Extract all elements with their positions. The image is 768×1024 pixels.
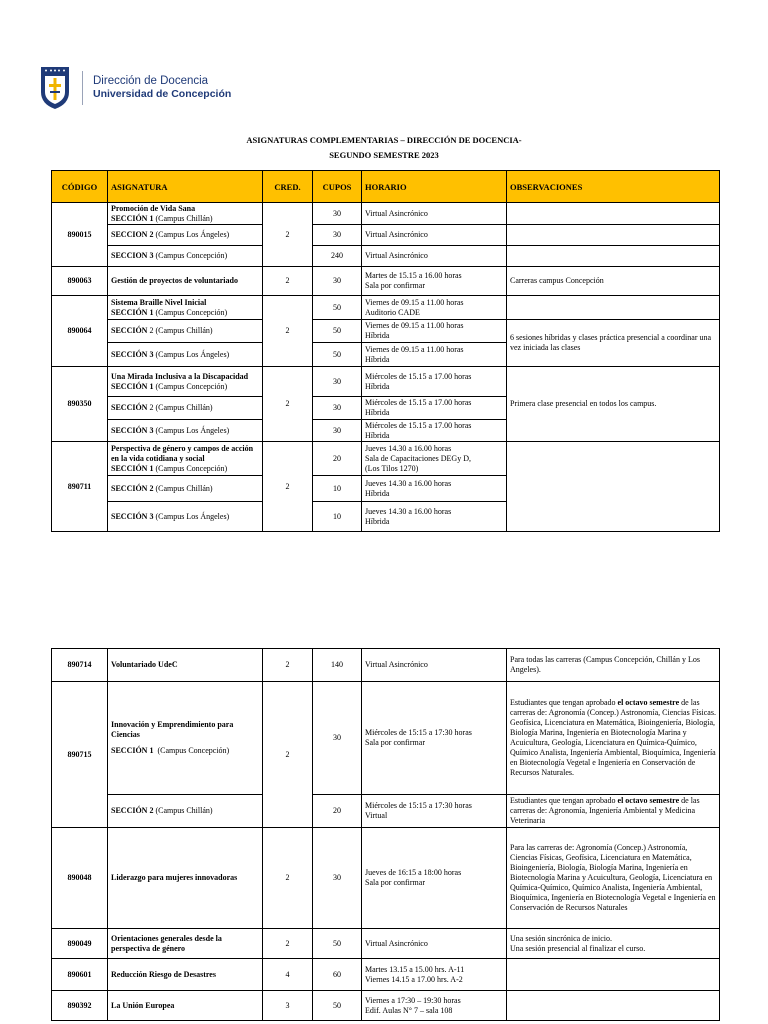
course-code: 890714 <box>52 649 108 682</box>
section-horario: Virtual Asincrónico <box>362 203 507 225</box>
table-row <box>52 929 720 959</box>
section-observaciones <box>507 959 720 991</box>
table-row <box>52 959 720 991</box>
section-cell <box>108 397 263 420</box>
course-name-cell <box>108 682 263 795</box>
horario-line: Edif. Aulas N° 7 – sala 108 <box>365 1005 453 1015</box>
course-name-cell <box>108 442 263 476</box>
section-horario: Virtual Asincrónico <box>362 649 507 682</box>
course-code: 890015 <box>52 203 108 267</box>
title-line-2: SEGUNDO SEMESTRE 2023 <box>329 150 439 160</box>
course-credits: 2 <box>263 203 313 267</box>
section-observaciones: Para todas las carreras (Campus Concepción, Chillán y Los Angeles). <box>507 649 720 682</box>
course-code: 890350 <box>52 367 108 442</box>
horario-line: Miércoles de 15:15 a 17:30 horas <box>365 801 472 810</box>
horario-line: Sala por confirmar <box>365 878 425 887</box>
obs-line: Una sesión sincrónica de inicio. <box>510 933 612 943</box>
course-code: 890601 <box>52 959 108 991</box>
section-horario <box>362 367 507 397</box>
horario-line: Miércoles de 15:15 a 17:30 horas <box>365 728 472 737</box>
obs-emphasis: el octavo semestre <box>617 796 680 805</box>
horario-line: Viernes de 09.15 a 11.00 horas <box>365 297 464 307</box>
section-cupos: 60 <box>313 959 362 991</box>
horario-line: Híbrida <box>365 408 390 417</box>
section-campus: (Campus Concepción) <box>155 381 228 391</box>
horario-line: Viernes 14.15 a 17.00 hrs. A-2 <box>365 974 463 984</box>
section-horario <box>362 959 507 991</box>
obs-text: de las carreras de: Agronomía, Ingeniería Ambiental y Medicina Veterinaria <box>510 796 700 825</box>
section-cell <box>108 420 263 442</box>
table-row <box>52 296 720 320</box>
horario-line: Virtual <box>365 811 388 820</box>
section-campus: (Campus Chillán) <box>155 213 213 223</box>
section-cupos: 20 <box>313 795 362 828</box>
section-label: SECCIÓN 3 <box>111 511 154 521</box>
section-cell <box>108 476 263 502</box>
horario-line: Miércoles de 15.15 a 17.00 horas <box>365 371 472 381</box>
course-credits: 2 <box>263 267 313 296</box>
courses-table-2 <box>51 648 720 1021</box>
horario-line: Sala de Capacitaciones DEGy D, <box>365 453 471 463</box>
course-name: Orientaciones generales desde la perspectiva de género <box>108 929 263 959</box>
course-code: 890715 <box>52 682 108 828</box>
section-label: SECCIÓN 1 <box>111 307 154 317</box>
table-row <box>52 203 720 225</box>
section-cell <box>108 225 263 246</box>
section-cupos: 10 <box>313 476 362 502</box>
section-horario <box>362 397 507 420</box>
section-campus: (Campus Los Ángeles) <box>155 425 230 435</box>
section-observaciones: Para las carreras de: Agronomía (Concep.) Astronomía, Ciencias Físicas, Geofísica, Licenciatura en Matemática, Bioingeniería, Biología, Biología Marina, Ingeniería en Biotecnología Marina y Acuicultura, Geología, Licenciatura en Química-Químico, Químico Analista, Ingeniería Ambiental, Bioquímica, Ingeniería en Biotecnología Vegetal e Ingeniería en Conservación de Recursos Naturales <box>507 828 720 929</box>
section-campus: (Campus Los Ángeles) <box>155 230 230 239</box>
course-credits: 3 <box>263 991 313 1021</box>
page-header <box>40 66 231 110</box>
col-header-codigo: CÓDIGO <box>52 171 108 203</box>
horario-line: Híbrida <box>365 430 390 440</box>
section-cell <box>108 502 263 532</box>
section-campus: (Campus Chillán) <box>155 483 213 493</box>
course-code: 890711 <box>52 442 108 532</box>
course-name-cell <box>108 203 263 225</box>
course-code: 890048 <box>52 828 108 929</box>
course-name: Promoción de Vida Sana <box>111 203 196 213</box>
table-row <box>52 367 720 397</box>
section-observaciones <box>507 246 720 267</box>
section-horario: Virtual Asincrónico <box>362 225 507 246</box>
course-name: Perspectiva de género y campos de acción en la vida cotidiana y social <box>111 443 254 463</box>
horario-line: Sala por confirmar <box>365 738 425 747</box>
section-cupos: 20 <box>313 442 362 476</box>
table-row <box>52 225 720 246</box>
horario-line: Viernes de 09.15 a 11.00 horas <box>365 321 464 330</box>
section-cupos: 50 <box>313 929 362 959</box>
course-credits: 2 <box>263 367 313 442</box>
section-cupos: 50 <box>313 320 362 343</box>
section-observaciones: Carreras campus Concepción <box>507 267 720 296</box>
section-observaciones <box>507 929 720 959</box>
table-row <box>52 682 720 795</box>
section-observaciones: Primera clase presencial en todos los campus. <box>507 367 720 442</box>
section-label: SECCIÓN 1 <box>111 381 154 391</box>
horario-line: Viernes de 09.15 a 11.00 horas <box>365 344 464 354</box>
col-header-horario: HORARIO <box>362 171 507 203</box>
course-credits: 2 <box>263 442 313 532</box>
course-credits: 2 <box>263 929 313 959</box>
section-cupos: 30 <box>313 367 362 397</box>
course-credits: 2 <box>263 682 313 828</box>
section-label: SECCIÓN 2 <box>111 483 154 493</box>
section-cupos: 30 <box>313 203 362 225</box>
col-header-cupos: CUPOS <box>313 171 362 203</box>
section-observaciones <box>507 442 720 532</box>
course-name: Liderazgo para mujeres innovadoras <box>108 828 263 929</box>
horario-line: Híbrida <box>365 516 390 526</box>
course-code: 890392 <box>52 991 108 1021</box>
section-horario <box>362 502 507 532</box>
section-cupos: 30 <box>313 397 362 420</box>
section-horario <box>362 442 507 476</box>
course-code: 890049 <box>52 929 108 959</box>
table-header-row <box>52 171 720 203</box>
horario-line: Auditorio CADE <box>365 307 420 317</box>
course-name: Innovación y Emprendimiento para Ciencias <box>111 720 234 739</box>
section-observaciones: 6 sesiones híbridas y clases práctica presencial a coordinar una vez iniciada las clases <box>507 320 720 367</box>
table-row <box>52 991 720 1021</box>
section-horario <box>362 476 507 502</box>
section-observaciones <box>507 991 720 1021</box>
section-observaciones <box>507 296 720 320</box>
horario-line: Miércoles de 15.15 a 17.00 horas <box>365 398 472 407</box>
course-name: Voluntariado UdeC <box>108 649 263 682</box>
section-campus: (Campus Concepción) <box>155 463 228 473</box>
section-observaciones <box>507 682 720 795</box>
horario-line: Sala por confirmar <box>365 281 425 290</box>
course-name: Gestión de proyectos de voluntariado <box>108 267 263 296</box>
table-row <box>52 246 720 267</box>
courses-table-1 <box>51 170 720 532</box>
horario-line: Jueves 14.30 a 16.00 horas <box>365 506 452 516</box>
table-row <box>52 267 720 296</box>
section-campus: (Campus Los Ángeles) <box>155 349 230 359</box>
obs-text: de las carreras de: Agronomía (Concep.) Astronomía, Ciencias Físicas. Geofísica, Licenciatura en Matemática, Bioingeniería, Biología, Biología Marina, Ingeniería en Biotecnología Marina y Acuicultura, Geología, Licenciatura en Química-Químico, Químico Analista, Ingeniería Ambiental, Bioquímica, Ingeniería en Biotecnología Vegetal e Ingeniería en Conservación de Recursos Naturales. <box>510 698 716 777</box>
course-name: La Unión Europea <box>108 991 263 1021</box>
section-cupos: 10 <box>313 502 362 532</box>
university-crest-icon <box>40 66 70 110</box>
section-campus: (Campus Los Ángeles) <box>155 511 230 521</box>
section-cell <box>108 795 263 828</box>
section-cupos: 240 <box>313 246 362 267</box>
horario-line: Jueves 14.30 a 16.00 horas <box>365 478 452 488</box>
course-code: 890064 <box>52 296 108 367</box>
section-cell <box>108 320 263 343</box>
document-title <box>0 133 768 163</box>
institution-line-2: Universidad de Concepción <box>93 88 232 100</box>
section-label: SECCIÓN <box>111 403 148 412</box>
section-horario <box>362 828 507 929</box>
course-name: Una Mirada Inclusiva a la Discapacidad <box>111 371 249 381</box>
section-cupos: 50 <box>313 991 362 1021</box>
horario-line: Jueves 14.30 a 16.00 horas <box>365 443 452 453</box>
course-name: Reducción Riesgo de Desastres <box>108 959 263 991</box>
section-label: SECCIÓN 3 <box>111 425 154 435</box>
section-horario: Virtual Asincrónico <box>362 929 507 959</box>
section-horario <box>362 420 507 442</box>
section-label: SECCIÓN 1 <box>111 213 154 223</box>
course-name-cell <box>108 296 263 320</box>
section-horario <box>362 991 507 1021</box>
col-header-cred: CRED. <box>263 171 313 203</box>
horario-line: Híbrida <box>365 488 390 498</box>
section-horario <box>362 296 507 320</box>
horario-line: Viernes a 17:30 – 19:30 horas <box>365 995 461 1005</box>
header-divider <box>82 71 83 105</box>
section-campus: (Campus Concepción) <box>155 307 228 317</box>
table-row <box>52 795 720 828</box>
institution-line-1: Dirección de Docencia <box>93 75 209 87</box>
obs-line: Una sesión presencial al finalizar el curso. <box>510 943 646 953</box>
course-name-cell <box>108 367 263 397</box>
section-horario <box>362 343 507 367</box>
col-header-asignatura: ASIGNATURA <box>108 171 263 203</box>
section-horario <box>362 320 507 343</box>
table-row <box>52 320 720 343</box>
horario-line: Martes de 15.15 a 16.00 horas <box>365 271 462 280</box>
horario-line: Híbrida <box>365 331 390 340</box>
section-cupos: 30 <box>313 225 362 246</box>
section-cupos: 30 <box>313 267 362 296</box>
title-line-1: ASIGNATURAS COMPLEMENTARIAS – DIRECCIÓN DE DOCENCIA- <box>246 135 522 145</box>
table-row <box>52 442 720 476</box>
section-cupos: 30 <box>313 828 362 929</box>
horario-line: Jueves de 16:15 a 18:00 horas <box>365 868 462 877</box>
section-label: SECCION 2 <box>111 230 154 239</box>
course-code: 890063 <box>52 267 108 296</box>
course-name: Sistema Braille Nivel Inicial <box>111 297 207 307</box>
horario-line: Miércoles de 15.15 a 17.00 horas <box>365 420 472 430</box>
section-cell <box>108 343 263 367</box>
section-horario <box>362 267 507 296</box>
section-horario: Virtual Asincrónico <box>362 246 507 267</box>
section-label: SECCIÓN 3 <box>111 349 154 359</box>
section-cell <box>108 246 263 267</box>
horario-line: Híbrida <box>365 354 390 364</box>
col-header-observaciones: OBSERVACIONES <box>507 171 720 203</box>
course-credits: 4 <box>263 959 313 991</box>
obs-text: Estudiantes que tengan aprobado <box>510 698 618 707</box>
section-label: SECCION 3 <box>111 251 154 260</box>
section-cupos: 140 <box>313 649 362 682</box>
section-campus: (Campus Chillán) <box>155 806 213 815</box>
course-credits: 2 <box>263 649 313 682</box>
section-label-num: 2 <box>149 326 154 335</box>
section-horario <box>362 795 507 828</box>
obs-text: Estudiantes que tengan aprobado <box>510 796 618 805</box>
section-observaciones <box>507 225 720 246</box>
section-observaciones <box>507 795 720 828</box>
horario-line: (Los Tilos 1270) <box>365 463 419 473</box>
horario-line: Martes 13.15 a 15.00 hrs. A-11 <box>365 964 465 974</box>
section-cupos: 50 <box>313 296 362 320</box>
obs-emphasis: el octavo semestre <box>617 698 680 707</box>
section-observaciones <box>507 203 720 225</box>
course-credits: 2 <box>263 296 313 367</box>
section-label: SECCIÓN 1 <box>111 746 154 755</box>
section-campus: (Campus Concepción) <box>155 251 228 260</box>
section-label: SECCIÓN <box>111 326 148 335</box>
table-row <box>52 828 720 929</box>
section-campus: (Campus Chillán) <box>155 326 213 335</box>
section-label: SECCIÓN 1 <box>111 463 154 473</box>
section-campus: (Campus Concepción) <box>157 746 230 755</box>
table-row <box>52 649 720 682</box>
course-credits: 2 <box>263 828 313 929</box>
horario-line: Híbrida <box>365 381 390 391</box>
section-cupos: 30 <box>313 682 362 795</box>
section-label-num: 2 <box>149 403 154 412</box>
section-cupos: 30 <box>313 420 362 442</box>
section-cupos: 50 <box>313 343 362 367</box>
section-horario <box>362 682 507 795</box>
section-label: SECCIÓN 2 <box>111 806 154 815</box>
institution-name <box>93 75 231 101</box>
section-campus: (Campus Chillán) <box>155 403 213 412</box>
